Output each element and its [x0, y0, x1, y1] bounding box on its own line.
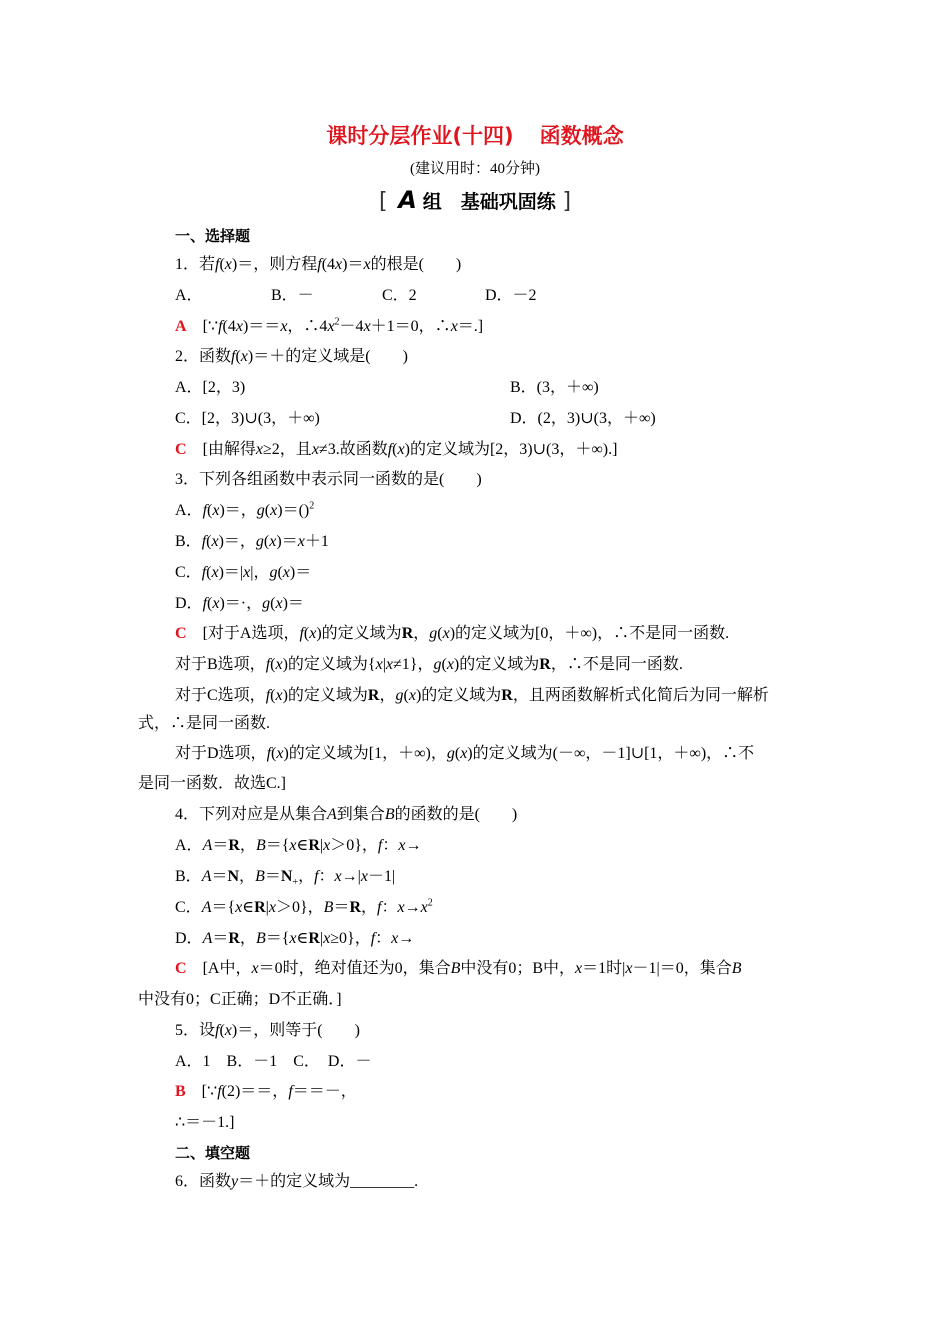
question-3-solution-3: 对于C选项，f(x)的定义域为R，g(x)的定义域为R，且两函数解析式化简后为同一解析: [175, 687, 769, 704]
question-3-option-c: C．f(x)＝|x|，g(x)＝: [175, 564, 312, 581]
question-4-stem: 4．下列对应是从集合A到集合B的函数的是( ): [175, 806, 518, 823]
question-4-option-d: D．A＝R，B＝{x∈R|x≥0}，f：x→: [175, 930, 415, 947]
question-1-stem: 1．若f(x)＝，则方程f(4x)＝x的根是( ): [175, 256, 462, 273]
question-4-solution-2: 中没有0；C正确；D不正确．]: [138, 991, 342, 1008]
question-3-option-d: D．f(x)＝·，g(x)＝: [175, 595, 304, 612]
question-1-options: A． B．－ C．2 D．－2: [175, 287, 537, 304]
question-4-option-b: B．A＝N，$B=N_+$，f：x→|x－1|: [175, 868, 396, 889]
question-5-options: A．1 B．－1 C． D．－: [175, 1053, 372, 1070]
question-2-options-cd: C．[2，3)∪(3，＋∞) D．(2，3)∪(3，＋∞): [175, 410, 656, 427]
question-4-solution-1: C [A中，x＝0时，绝对值还为0，集合B中没有0；B中，x＝1时|x－1|＝0，集合B: [175, 960, 742, 977]
question-3-option-a: A．f(x)＝，g(x)＝()$^2$: [175, 500, 315, 519]
question-5-stem: 5．设f(x)＝，则等于( ): [175, 1022, 360, 1039]
question-3-solution-5: 对于D选项，f(x)的定义域为[1，＋∞)，g(x)的定义域为(－∞，－1]∪[1，＋∞)，∴不: [175, 745, 755, 762]
question-5-solution-2: ∴＝－1.]: [175, 1114, 235, 1131]
question-4-option-c: C．A＝{x∈R|x＞0}，B＝R，f：$x\to x^2$: [175, 897, 433, 916]
suggested-time: (建议用时：40分钟): [410, 161, 540, 177]
section-heading-fill: 二、填空题: [175, 1144, 251, 1162]
question-3-stem: 3．下列各组函数中表示同一函数的是( ): [175, 471, 482, 488]
question-3-solution-6: 是同一函数．故选C.]: [138, 775, 287, 792]
question-3-option-b: B．f(x)＝，g(x)＝x＋1: [175, 533, 329, 550]
question-1-solution: A [∵f(4x)＝＝x，$\therefore 4x^2-4x+1=0$，∴x＝.]: [175, 316, 484, 335]
question-5-solution-1: B [∵f(2)＝＝，f＝＝－，: [175, 1083, 357, 1100]
question-4-option-a: A．A＝R，B＝{x∈R|x＞0}，f：x→: [175, 837, 422, 854]
question-2-stem: 2．函数f(x)＝＋的定义域是( ): [175, 348, 408, 365]
group-heading: [ A 组 基础巩固练 ]: [378, 186, 572, 214]
question-2-options-ab: A．[2，3) B．(3，＋∞): [175, 379, 599, 396]
section-heading-choice: 一、选择题: [175, 227, 251, 245]
page-title: 课时分层作业(十四) 函数概念: [326, 124, 624, 148]
question-2-solution: C [由解得x≥2，且x≠3.故函数f(x)的定义域为[2，3)∪(3，＋∞).]: [175, 441, 618, 458]
question-6-stem: 6．函数y＝＋的定义域为________.: [175, 1173, 419, 1190]
question-3-solution-4: 式，∴是同一函数.: [138, 715, 271, 732]
question-3-solution-2: 对于B选项，f(x)的定义域为{x|x≠1}，g(x)的定义域为R，∴不是同一函数.: [175, 656, 683, 673]
question-3-solution-1: C [对于A选项，f(x)的定义域为R，g(x)的定义域为[0，＋∞)，∴不是同一函数.: [175, 625, 730, 642]
